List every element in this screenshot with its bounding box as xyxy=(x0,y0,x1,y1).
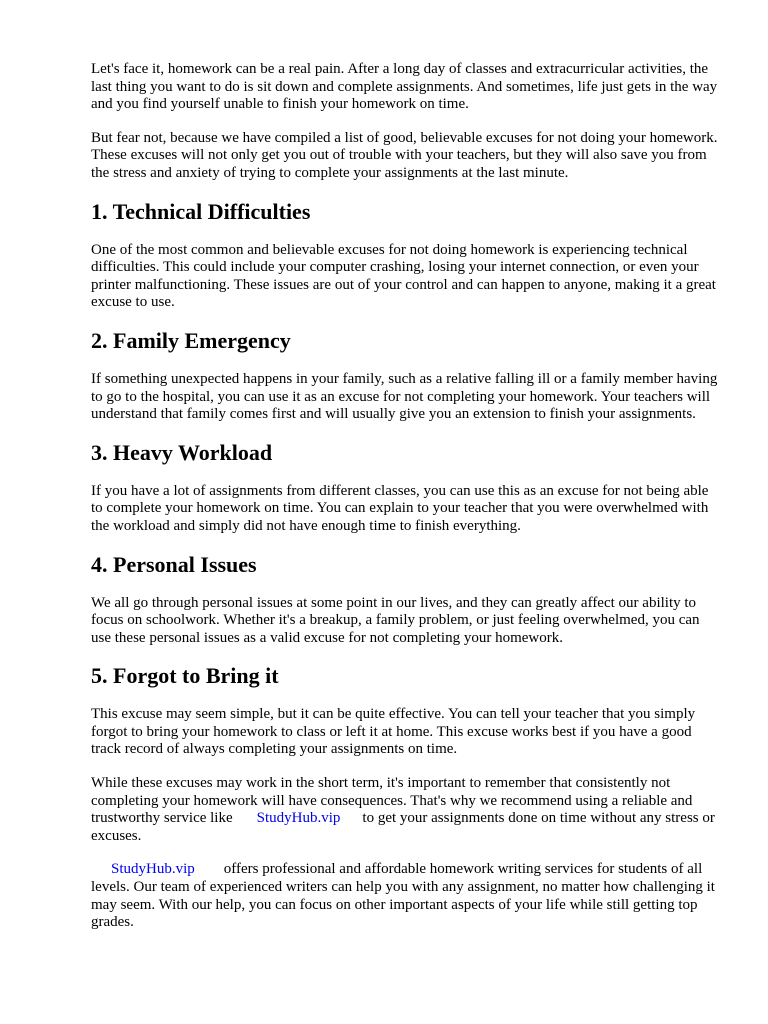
section-heading: 1. Technical Difficulties xyxy=(91,198,311,224)
section-body: One of the most common and believable excuses for not doing homework is experiencing technical difficulties. This could include your computer crashing, losing your internet connection, or even your printer malfunctioning. These issues are out of your control and can happen to anyone, making it a great excuse to use. xyxy=(91,241,716,311)
studyhub-link[interactable]: StudyHub.vip xyxy=(111,861,195,878)
section-technical-difficulties xyxy=(91,199,723,312)
closing-text-before-link: While these excuses may work in the short term, it's important to remember that consistently not completing your homework will have consequences. That's why we recommend using a reliable and trustworthy service like xyxy=(91,775,693,827)
section-heading: 5. Forgot to Bring it xyxy=(91,663,279,689)
intro-paragraph-2: But fear not, because we have compiled a list of good, believable excuses for not doing your homework. These excuses will not only get you out of trouble with your teachers, but they will also save you from the stress and anxiety of trying to complete your assignments at the last minute. xyxy=(91,129,718,181)
section-body: If something unexpected happens in your family, such as a relative falling ill or a family member having to go to the hospital, you can use it as an excuse for not completing your homework. Your teachers will understand that family comes first and will usually give you an extension to finish your assignments. xyxy=(91,370,718,423)
section-heavy-workload xyxy=(91,440,723,536)
section-heading: 3. Heavy Workload xyxy=(91,439,273,465)
intro-paragraph-1: Let's face it, homework can be a real pain. After a long day of classes and extracurricular activities, the last thing you want to do is sit down and complete assignments. And sometimes, life just gets in the way and you find yourself unable to finish your homework on time. xyxy=(91,61,718,113)
closing-paragraph-2 xyxy=(91,861,723,931)
section-heading: 2. Family Emergency xyxy=(91,327,291,353)
section-forgot-to-bring-it xyxy=(91,663,723,759)
studyhub-link[interactable]: StudyHub.vip xyxy=(256,810,341,827)
section-body: This excuse may seem simple, but it can be quite effective. You can tell your teacher that you simply forgot to bring your homework to class or left it at home. This excuse works best if you have a good track record of always completing your assignments on time. xyxy=(91,706,696,758)
section-body: We all go through personal issues at some point in our lives, and they can greatly affect our ability to focus on schoolwork. Whether it's a breakup, a family problem, or just feeling overwhelmed, you can use these personal issues as a valid excuse for not completing your homework. xyxy=(91,594,700,646)
closing-paragraph-1 xyxy=(91,775,723,845)
section-personal-issues xyxy=(91,552,723,648)
closing-text-after-link: to get your assignments done on time without any stress or excuses. xyxy=(91,810,715,844)
document-page xyxy=(91,61,723,948)
section-body: If you have a lot of assignments from different classes, you can use this as an excuse for not being able to complete your homework on time. You can explain to your teacher that you were overwhelmed with the workload and simply did not have enough time to finish everything. xyxy=(91,482,709,534)
closing-text-after-link: offers professional and affordable homework writing services for students of all levels. Our team of experienced writers can help you with any assignment, no matter how challenging it may seem. With our help, you can focus on other important aspects of your life while still getting top grades. xyxy=(91,861,715,931)
section-family-emergency xyxy=(91,328,723,424)
section-heading: 4. Personal Issues xyxy=(91,551,257,577)
